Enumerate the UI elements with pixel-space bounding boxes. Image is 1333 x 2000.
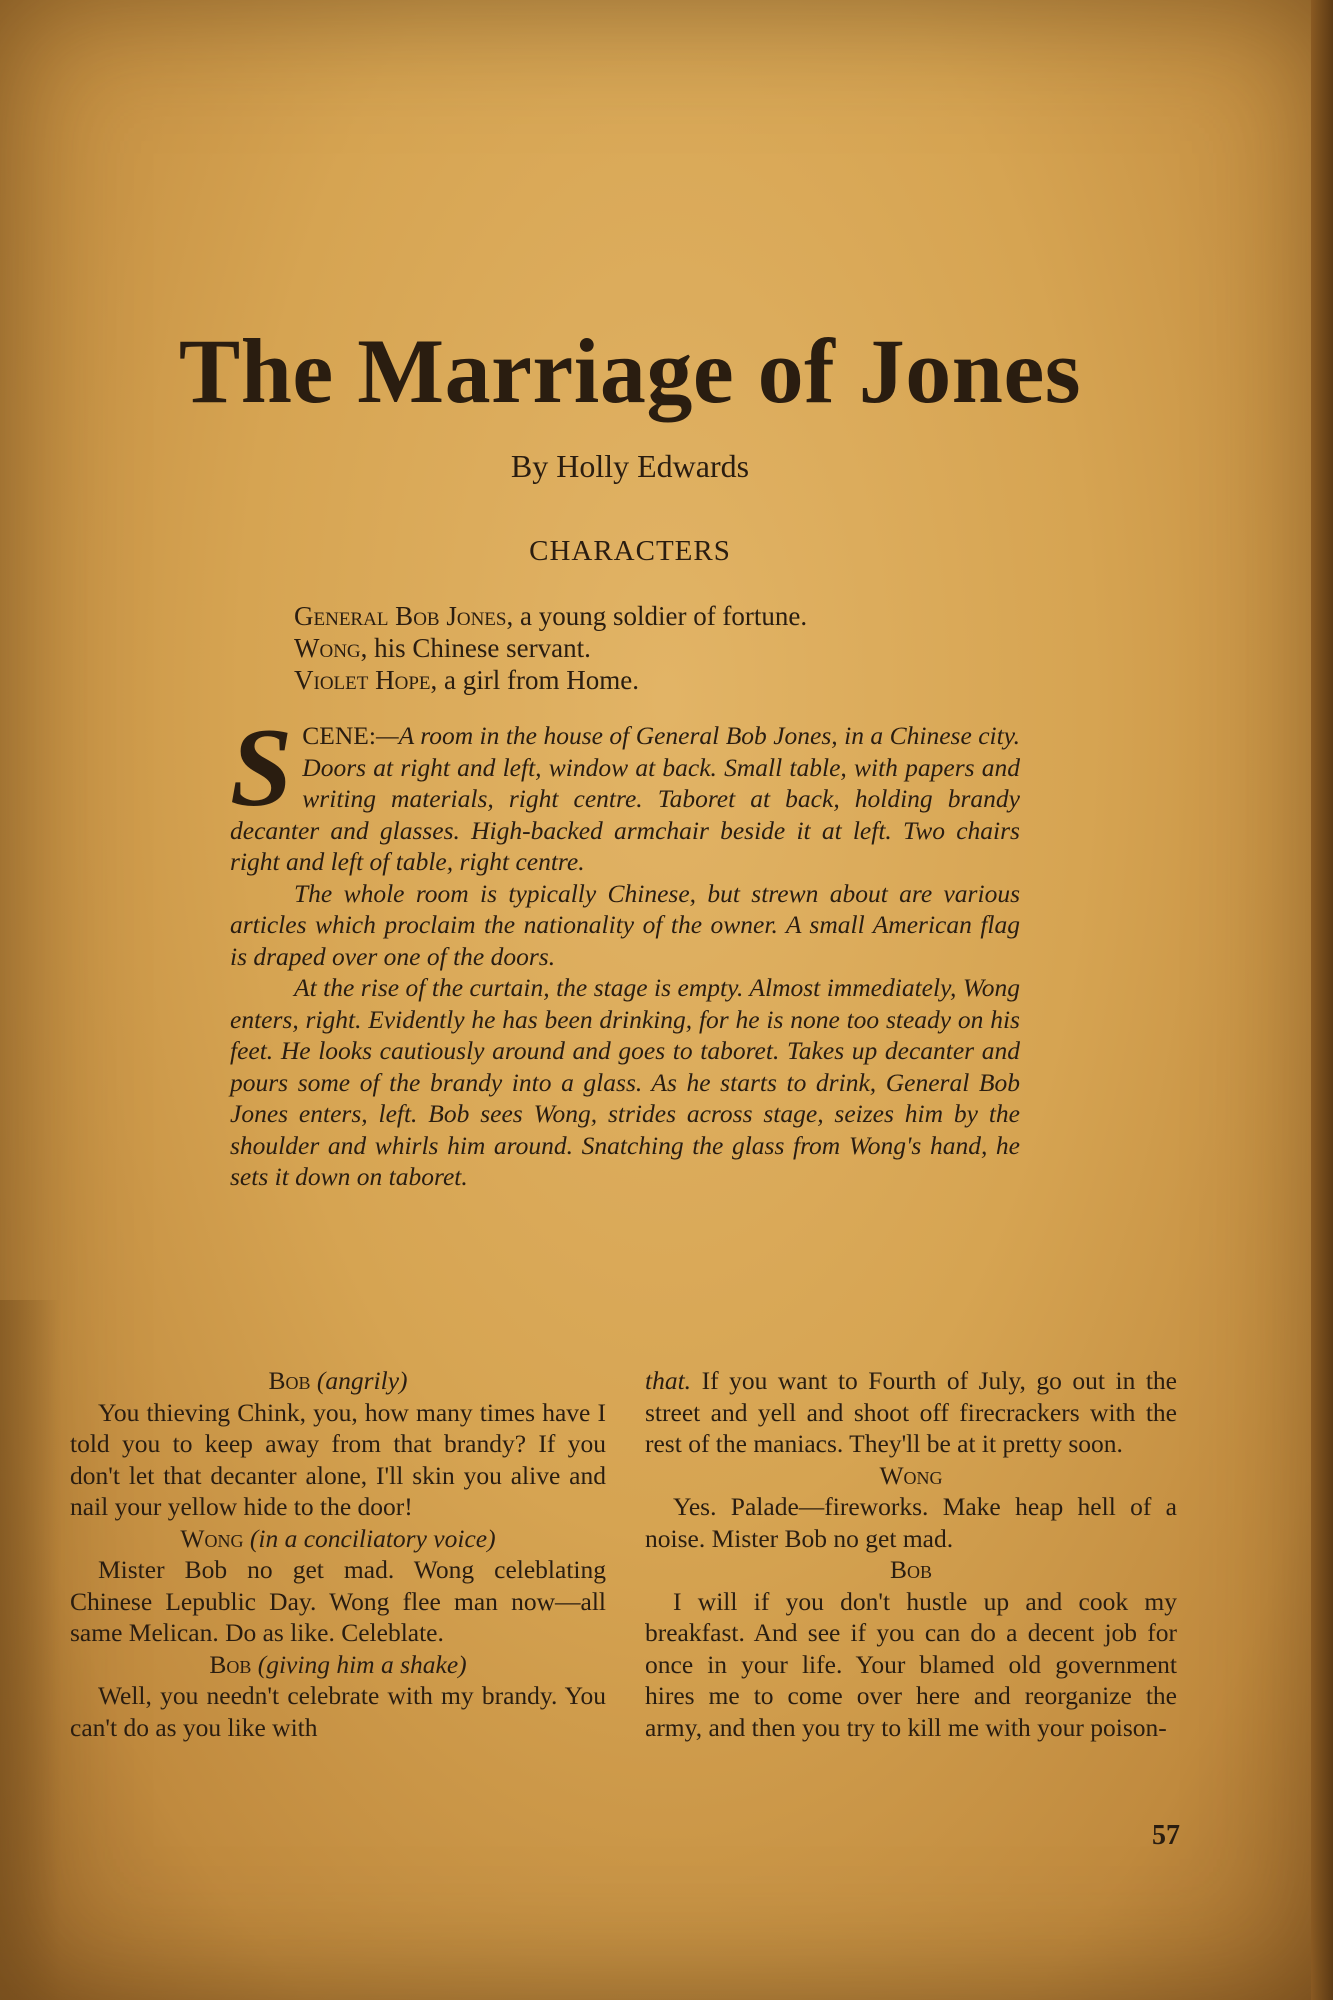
emphasis-text: that.: [645, 1366, 692, 1395]
drop-cap: S: [230, 706, 293, 830]
cast-item: [294, 600, 1054, 632]
cast-list: [294, 600, 1054, 696]
scene-label: CENE:: [302, 721, 376, 750]
characters-heading: CHARACTERS: [529, 535, 731, 567]
speaker-heading: [70, 1365, 606, 1397]
cast-description: a young soldier of fortune.: [513, 601, 808, 631]
cast-item: [294, 632, 1054, 664]
speaker-heading: [70, 1523, 606, 1555]
speaker-name: Bob: [889, 1555, 932, 1584]
speech-continuation: [645, 1365, 1177, 1460]
speech-text: I will if you don't hustle up and cook my breakfast. And see if you can do a decent job for once in your life. Your blamed old government hires me to come over here and reorganize the army, and then you try to kill me with your poison-: [645, 1586, 1177, 1742]
cast-description: his Chinese servant.: [367, 633, 591, 663]
story-title: The Marriage of Jones: [178, 320, 1082, 422]
byline: By Holly Edwards: [510, 448, 750, 484]
stage-direction: (angrily): [316, 1366, 408, 1395]
scene-paragraph: [230, 706, 1020, 878]
scene-paragraph: The whole room is typically Chinese, but strewn about are various articles which proclaim the nationality of the owner. A small American flag is draped over one of the doors.: [230, 878, 1020, 971]
speech-text: Yes. Palade—fireworks. Make heap hell of a noise. Mister Bob no get mad.: [645, 1492, 1177, 1553]
cast-name: General Bob Jones,: [294, 601, 514, 631]
speech-text: Well, you needn't celebrate with my brandy. You can't do as you like with: [70, 1681, 606, 1742]
speech-text: You thieving Chink, you, how many times have I told you to keep away from that brandy? If you don't let that decanter alone, I'll skin you alive and nail your yellow hide to the door!: [70, 1397, 606, 1521]
speaker-name: Bob: [209, 1649, 252, 1679]
page-edge: [1311, 0, 1333, 2000]
binding-shadow: [0, 1300, 60, 2000]
stage-direction: (in a conciliatory voice): [249, 1523, 496, 1553]
stage-direction: (giving him a shake): [257, 1649, 467, 1679]
speaker-name: Wong: [879, 1460, 943, 1490]
scene-paragraph: At the rise of the curtain, the stage is empty. Almost immediately, Wong enters, right. Evidently he has been drinking, for he is none too steady on his feet. He looks cautiously around and goes to taboret. Takes up decanter and pours some of the brandy into a glass. As he starts to drink, General Bob Jones enters, left. Bob sees Wong, strides across stage, seizes him by the shoulder and whirls him around. Snatching the glass from Wong's hand, he sets it down on taboret.: [230, 973, 1020, 1191]
speech-text: Mister Bob no get mad. Wong celeblating Chinese Lepublic Day. Wong flee man now—all same Melican. Do as like. Celeblate.: [70, 1555, 606, 1647]
dialogue-column-left: [70, 1365, 606, 1743]
cast-name: Wong,: [294, 633, 368, 663]
cast-description: a girl from Home.: [437, 665, 639, 695]
speaker-heading: [70, 1649, 606, 1681]
scene-text: —A room in the house of General Bob Jones, in a Chinese city. Doors at right and left, window at back. Small table, with papers and writing materials, right centre. Taboret at back, holding brandy decanter and glasses. High-backed armchair beside it at left. Two chairs right and left of table, right centre.: [230, 721, 1020, 876]
dialogue-column-right: [645, 1365, 1177, 1743]
speech-text: If you want to Fourth of July, go out in the street and yell and shoot off firecrackers with the rest of the maniacs. They'll be at it pretty soon.: [645, 1366, 1177, 1458]
cast-item: [294, 664, 1054, 696]
speaker-name: Bob: [268, 1366, 311, 1395]
cast-name: Violet Hope,: [294, 665, 438, 695]
speaker-name: Wong: [180, 1523, 244, 1553]
scene-description: [230, 706, 1020, 1193]
page-number: 57: [1152, 1820, 1180, 1851]
